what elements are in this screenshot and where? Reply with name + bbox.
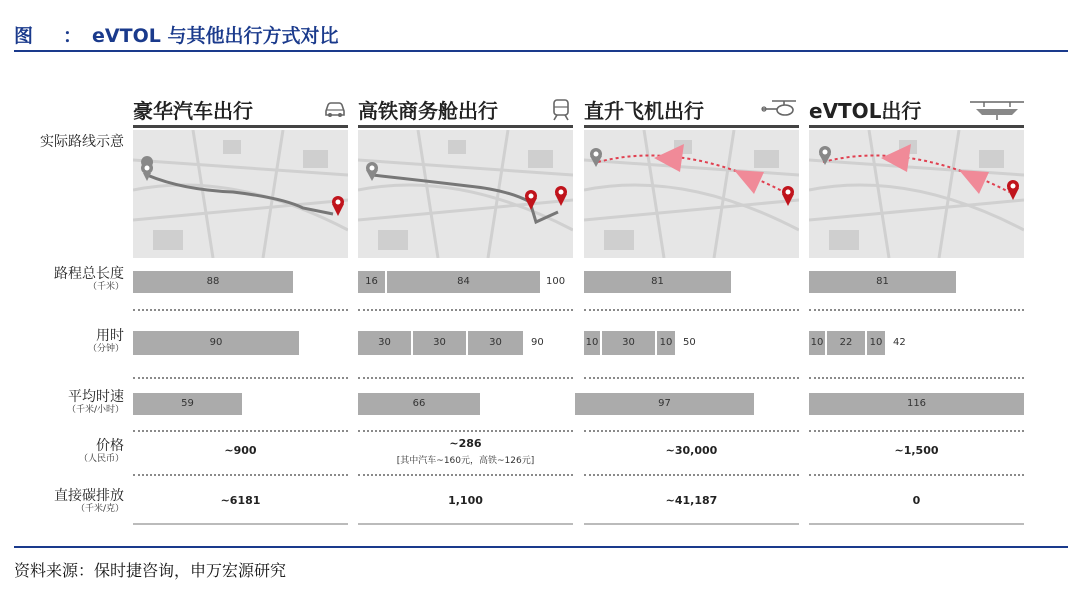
time-bar-train: 30 <box>413 331 468 355</box>
helicopter-icon <box>760 98 798 118</box>
row-label-time <box>20 328 124 355</box>
column-rule-train <box>358 125 573 128</box>
column-title-car: 豪华汽车出行 <box>133 99 253 123</box>
row-label-emission-text: 直接碳排放 <box>54 488 124 504</box>
speed-bar-car: 59 <box>133 393 242 415</box>
row-separator <box>809 309 1024 311</box>
figure-title: eVTOL 与其他出行方式对比 <box>92 24 339 47</box>
row-separator <box>584 377 799 379</box>
price-value-helicopter: ~30,000 <box>665 444 718 457</box>
speed-bar-helicopter: 97 <box>575 393 754 415</box>
row-separator <box>358 309 573 311</box>
figure-label: 图 <box>14 24 34 47</box>
row-separator <box>809 474 1024 476</box>
row-label-price-unit: （人民币） <box>78 454 124 464</box>
row-label-distance <box>20 266 124 293</box>
row-label-speed-text: 平均时速 <box>68 389 124 405</box>
row-label-emission <box>20 488 124 515</box>
end-rule-car <box>133 523 348 525</box>
row-separator <box>584 474 799 476</box>
bottom-rule <box>14 546 1068 548</box>
time-bar-car: 90 <box>133 331 299 355</box>
row-separator <box>133 430 348 432</box>
distance-total-train: 100 <box>546 276 566 287</box>
row-separator <box>584 309 799 311</box>
row-label-price-text: 价格 <box>96 438 124 454</box>
speed-bar-train: 66 <box>358 393 480 415</box>
time-bar-helicopter: 10 <box>584 331 602 355</box>
emission-value-car: ~6181 <box>220 494 261 507</box>
emission-value-helicopter: ~41,187 <box>665 494 718 507</box>
route-map-train <box>358 130 573 258</box>
time-bar-helicopter: 10 <box>657 331 675 355</box>
distance-bar-train: 16 <box>358 271 387 293</box>
top-rule <box>14 50 1068 52</box>
row-label-distance-unit: （千米） <box>87 282 124 292</box>
route-map-car <box>133 130 348 258</box>
row-separator <box>358 430 573 432</box>
distance-bar-evtol: 81 <box>809 271 956 293</box>
row-separator <box>809 377 1024 379</box>
row-label-distance-text: 路程总长度 <box>54 266 124 282</box>
column-rule-evtol <box>809 125 1024 128</box>
time-bar-train: 30 <box>358 331 413 355</box>
row-label-speed-unit: （千米/小时） <box>66 405 124 415</box>
figure-separator: ： <box>63 24 83 47</box>
time-bar-helicopter: 30 <box>602 331 657 355</box>
time-bar-evtol: 10 <box>867 331 885 355</box>
route-map-helicopter <box>584 130 799 258</box>
figure-title-bar <box>14 20 338 48</box>
time-bar-train: 30 <box>468 331 523 355</box>
distance-bar-train: 84 <box>387 271 540 293</box>
time-total-train: 90 <box>531 337 544 348</box>
route-map-evtol <box>809 130 1024 258</box>
end-rule-train <box>358 523 573 525</box>
source-note: 资料来源：保时捷咨询，申万宏源研究 <box>14 561 287 580</box>
row-separator <box>133 309 348 311</box>
emission-value-train: 1,100 <box>448 494 483 507</box>
end-rule-helicopter <box>584 523 799 525</box>
time-total-helicopter: 50 <box>683 337 696 348</box>
row-separator <box>358 377 573 379</box>
price-value-car: ~900 <box>224 444 257 457</box>
column-title-evtol: eVTOL出行 <box>809 99 922 123</box>
row-separator <box>809 430 1024 432</box>
evtol-icon <box>968 98 1026 122</box>
column-title-train: 高铁商务舱出行 <box>358 99 498 123</box>
speed-bar-evtol: 116 <box>809 393 1024 415</box>
time-total-evtol: 42 <box>893 337 906 348</box>
price-value-train: ~286 <box>449 437 482 450</box>
price-note-train: [其中汽车~160元，高铁~126元] <box>396 456 535 466</box>
price-value-evtol: ~1,500 <box>894 444 939 457</box>
column-rule-car <box>133 125 348 128</box>
row-label-time-unit: （分钟） <box>87 344 124 354</box>
row-label-route: 实际路线示意 <box>40 134 124 150</box>
time-bar-evtol: 22 <box>827 331 867 355</box>
distance-bar-car: 88 <box>133 271 293 293</box>
row-separator <box>584 430 799 432</box>
emission-value-evtol: 0 <box>912 494 921 507</box>
train-icon <box>551 98 571 122</box>
column-rule-helicopter <box>584 125 799 128</box>
row-label-speed <box>20 389 124 416</box>
row-label-price <box>20 438 124 465</box>
distance-bar-helicopter: 81 <box>584 271 731 293</box>
row-separator <box>133 377 348 379</box>
row-label-time-text: 用时 <box>96 328 124 344</box>
car-icon <box>323 98 347 120</box>
end-rule-evtol <box>809 523 1024 525</box>
row-label-emission-unit: （千米/克） <box>75 504 124 514</box>
time-bar-evtol: 10 <box>809 331 827 355</box>
row-separator <box>358 474 573 476</box>
row-separator <box>133 474 348 476</box>
column-title-helicopter: 直升飞机出行 <box>584 99 704 123</box>
